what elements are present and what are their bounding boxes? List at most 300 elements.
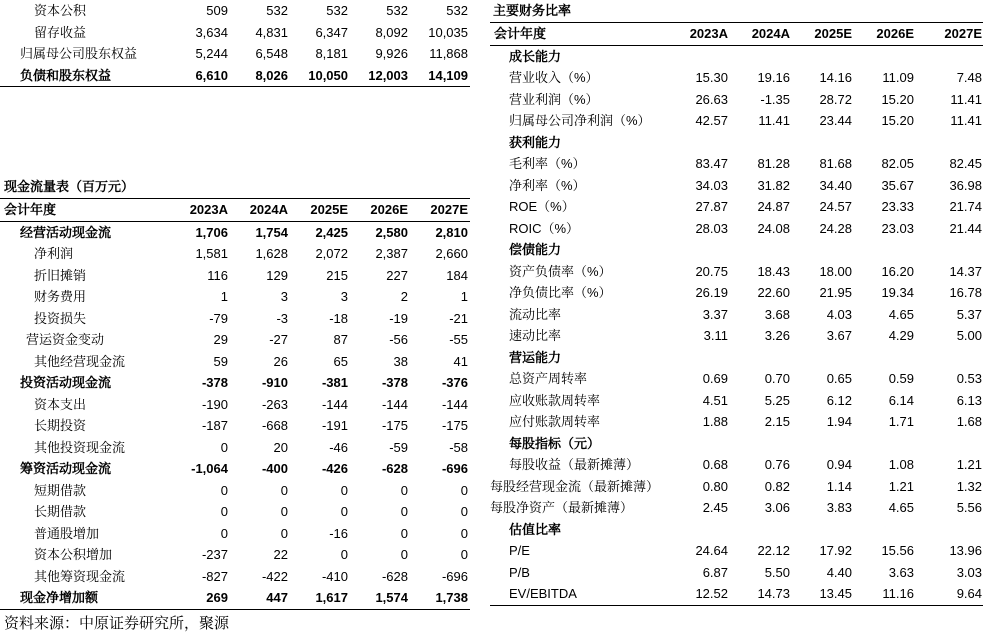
cashflow-row-label: 其他筹资现金流 (34, 568, 126, 584)
cashflow-header-year: 2027E (430, 202, 468, 217)
ratios-row-label: 每股指标（元） (509, 435, 601, 451)
ratios-row-value: 1.21 (888, 478, 914, 494)
cashflow-row-value: 0 (400, 525, 408, 541)
ratios-row-value: 5.25 (764, 392, 790, 408)
balance-row-value: 3,634 (195, 24, 228, 40)
cashflow-row-label: 短期借款 (34, 482, 87, 498)
ratios-row-value: 11.16 (882, 586, 914, 601)
cashflow-row-label: 其他经营现金流 (34, 353, 126, 369)
ratios-row-value: 3.11 (703, 328, 728, 343)
cashflow-row-value: 2 (400, 289, 408, 304)
cashflow-row-value: 0 (220, 525, 228, 541)
balance-sheet-tail (0, 0, 470, 87)
cashflow-header-year: 2023A (189, 202, 228, 217)
cashflow-row-value: 0 (460, 504, 468, 519)
cashflow-row-value: -696 (441, 461, 468, 476)
ratios-row-value: 1.21 (956, 457, 982, 472)
cashflow-row-value: 2,580 (375, 224, 408, 240)
cashflow-row-value: 0 (400, 482, 408, 498)
ratios-row-value: 21.44 (949, 220, 982, 236)
cashflow-row-value: -3 (276, 310, 288, 326)
cashflow-row-value: 0 (400, 504, 408, 519)
cashflow-row-value: 3 (340, 289, 348, 304)
ratios-row-value: 28.03 (695, 220, 728, 236)
ratios-row-value: 5.00 (956, 328, 982, 343)
ratios-row-value: 0.82 (764, 478, 790, 494)
ratios-row-value: 24.64 (695, 543, 728, 558)
ratios-row-value: 1.14 (826, 478, 852, 494)
ratios-row-value: 28.72 (819, 91, 852, 107)
ratios-row (490, 67, 983, 89)
ratios-row-value: 23.33 (881, 199, 914, 214)
cashflow-row (0, 222, 470, 244)
cashflow-row (0, 329, 470, 351)
cashflow-row-value: -668 (261, 418, 288, 433)
balance-row-value: 6,347 (315, 24, 348, 40)
cashflow-row-value: 0 (340, 547, 348, 562)
cashflow-row (0, 308, 470, 330)
ratios-row-value: 2.15 (764, 414, 790, 429)
ratios-row-value: 0.53 (956, 371, 982, 386)
cashflow-header-year: 2026E (370, 202, 408, 217)
ratios-row-label: 速动比率 (509, 328, 562, 343)
cashflow-row-value: 29 (213, 332, 228, 347)
ratios-row (490, 110, 983, 132)
balance-row-value: 12,003 (368, 67, 408, 83)
ratios-row-value: 81.28 (757, 156, 790, 171)
ratios-row-value: 0.80 (702, 478, 728, 494)
cashflow-row-label: 筹资活动现金流 (20, 461, 112, 476)
ratios-row-value: 1.88 (702, 414, 728, 429)
ratios-row-value: 6.87 (702, 564, 728, 580)
cashflow-row-value: 41 (453, 353, 468, 369)
ratios-row (490, 325, 983, 347)
cashflow-row (0, 372, 470, 394)
ratios-row-value: 3.67 (826, 328, 852, 343)
ratios-row-value: 13.96 (949, 543, 982, 558)
cashflow-row-value: -58 (449, 439, 468, 455)
ratios-row-value: 15.20 (881, 113, 914, 128)
source-note: 资料来源：中原证券研究所，聚源 (4, 614, 230, 632)
ratios-row-label: EV/EBITDA (509, 586, 577, 601)
cashflow-row-value: -46 (329, 439, 348, 455)
ratios-row-value: 4.40 (826, 564, 852, 580)
ratios-row-value: 11.09 (882, 70, 914, 85)
ratios-row-label: 估值比率 (509, 521, 562, 537)
cashflow-row-value: -378 (201, 375, 228, 390)
balance-row-value: 6,610 (195, 67, 228, 83)
ratios-row (490, 583, 983, 606)
ratios-row-value: 4.03 (826, 306, 852, 322)
ratios-row (490, 390, 983, 412)
balance-row-label: 资本公积 (34, 3, 87, 18)
cashflow-row-value: 447 (266, 590, 288, 605)
ratios-row-value: 6.13 (956, 392, 982, 408)
cashflow-row-value: -18 (329, 310, 348, 326)
ratios-row (490, 497, 983, 519)
ratios-row-label: ROE（%） (509, 199, 575, 214)
cashflow-row-value: 22 (273, 547, 288, 562)
cashflow-row-value: 129 (266, 267, 288, 283)
cashflow-row (0, 351, 470, 373)
cashflow-row-label: 其他投资现金流 (34, 439, 126, 455)
ratios-row (490, 540, 983, 562)
cashflow-row-value: 20 (273, 439, 288, 455)
cashflow-row-value: -827 (201, 568, 228, 584)
cashflow-row-value: -16 (329, 525, 348, 541)
ratios-row-label: 每股净资产（最新摊薄） (490, 500, 634, 515)
ratios-row-value: 5.56 (956, 500, 982, 515)
ratios-row-value: 18.43 (757, 263, 790, 279)
cashflow-row-value: 0 (220, 504, 228, 519)
ratios-row-value: 4.29 (888, 328, 914, 343)
cashflow-row-value: -27 (269, 332, 288, 347)
cashflow-row-value: 0 (340, 504, 348, 519)
ratios-row (490, 175, 983, 197)
cashflow-row-value: 0 (460, 547, 468, 562)
ratios-row-value: 26.63 (695, 91, 728, 107)
cashflow-row-value: 1 (460, 289, 468, 304)
ratios-row-value: 4.51 (702, 392, 728, 408)
cashflow-row-value: 26 (273, 353, 288, 369)
cashflow-row-value: -1,064 (191, 461, 228, 476)
balance-row-value: 532 (266, 3, 288, 18)
ratios-row-value: 4.65 (888, 306, 914, 322)
ratios-row-value: 6.14 (888, 392, 914, 408)
cashflow-row-value: 215 (326, 267, 348, 283)
cashflow-row-value: 0 (340, 482, 348, 498)
ratios-row-value: 0.65 (826, 371, 852, 386)
cashflow-row (0, 286, 470, 308)
cashflow-row (0, 544, 470, 566)
cashflow-row-value: -628 (381, 568, 408, 584)
ratios-row-value: 24.08 (757, 220, 790, 236)
ratios-row-value: 27.87 (695, 199, 728, 214)
balance-row-value: 11,868 (429, 46, 468, 61)
cashflow-row-value: 2,072 (315, 246, 348, 261)
ratios-row-value: 36.98 (949, 177, 982, 193)
cashflow-row-value: 116 (207, 267, 228, 283)
ratios-row-value: 42.57 (695, 113, 728, 128)
cashflow-row-label: 普通股增加 (34, 525, 100, 541)
cashflow-row-value: 0 (400, 547, 408, 562)
ratios-row (490, 347, 983, 369)
cashflow-row-value: -263 (261, 396, 288, 412)
balance-row (0, 65, 470, 88)
cashflow-title-text: 现金流量表（百万元） (4, 179, 135, 194)
ratios-row (490, 562, 983, 584)
ratios-row-value: 20.75 (695, 263, 728, 279)
ratios-row-value: 11.41 (950, 91, 982, 107)
cashflow-row-value: -187 (201, 418, 228, 433)
balance-row-label: 归属母公司股东权益 (20, 46, 138, 61)
ratios-header-year: 2027E (944, 26, 982, 41)
ratios-row-label: 应收账款周转率 (509, 392, 601, 408)
cashflow-row-label: 现金净增加额 (20, 590, 99, 605)
balance-row-value: 8,092 (375, 24, 408, 40)
cashflow-row-value: 2,660 (435, 246, 468, 261)
ratios-row-label: 成长能力 (509, 48, 562, 64)
ratios-row-value: 14.37 (949, 263, 982, 279)
ratios-row-label: 流动比率 (509, 306, 562, 322)
cashflow-header-label: 会计年度 (4, 202, 57, 217)
cashflow-row-value: -378 (381, 375, 408, 390)
cashflow-row (0, 523, 470, 545)
cashflow-row-label: 投资活动现金流 (20, 375, 112, 390)
balance-row (0, 0, 470, 22)
ratios-row-value: 21.74 (949, 199, 982, 214)
balance-row-value: 10,050 (308, 67, 348, 83)
ratios-row (490, 239, 983, 261)
ratios-row (490, 218, 983, 240)
cashflow-row-value: 1,754 (255, 224, 288, 240)
cashflow-row-label: 折旧摊销 (34, 267, 87, 283)
cashflow-row-value: -426 (321, 461, 348, 476)
ratios-row-value: 34.03 (695, 177, 728, 193)
ratios-row-label: 每股收益（最新摊薄） (509, 457, 640, 472)
ratios-row-value: 26.19 (695, 285, 728, 300)
ratios-row-value: 24.57 (819, 199, 852, 214)
ratios-header-label: 会计年度 (494, 26, 547, 41)
ratios-row-value: 5.37 (956, 306, 982, 322)
cashflow-title (4, 176, 304, 198)
cashflow-row-value: 2,425 (315, 224, 348, 240)
cashflow-row-value: -381 (321, 375, 348, 390)
balance-row-value: 532 (446, 3, 468, 18)
cashflow-row-value: -410 (321, 568, 348, 584)
cashflow-row-value: -55 (449, 332, 468, 347)
ratios-row-value: 81.68 (819, 156, 852, 171)
ratios-row (490, 433, 983, 455)
cashflow-row (0, 566, 470, 588)
ratios-row-value: 3.03 (956, 564, 982, 580)
ratios-row-value: 0.70 (764, 371, 790, 386)
ratios-row (490, 454, 983, 476)
ratios-row-value: 9.64 (956, 586, 982, 601)
ratios-row (490, 261, 983, 283)
cashflow-row-value: 0 (280, 525, 288, 541)
ratios-row-value: 17.92 (819, 543, 852, 558)
ratios-row-label: 营运能力 (509, 349, 562, 365)
ratios-row (490, 476, 983, 498)
balance-row-value: 6,548 (255, 46, 288, 61)
ratios-row-value: 83.47 (695, 156, 728, 171)
balance-row-value: 5,244 (195, 46, 228, 61)
ratios-row-value: 18.00 (819, 263, 852, 279)
cashflow-row-value: 269 (206, 590, 228, 605)
cashflow-row-value: -19 (389, 310, 408, 326)
cashflow-row-value: 59 (213, 353, 228, 369)
cashflow-row-value: -696 (441, 568, 468, 584)
ratios-row-value: 0.59 (888, 371, 914, 386)
cashflow-header-year: 2024A (249, 202, 288, 217)
ratios-row-label: 净利率（%） (509, 177, 586, 193)
cashflow-row (0, 415, 470, 437)
cashflow-row-value: -376 (441, 375, 468, 390)
cashflow-row-value: -79 (209, 310, 228, 326)
ratios-row-value: 19.34 (881, 285, 914, 300)
ratios-row-value: 0.69 (702, 371, 728, 386)
ratios-row-value: 12.52 (695, 586, 728, 601)
cashflow-header-year: 2025E (310, 202, 348, 217)
ratios-row (490, 282, 983, 304)
balance-row-value: 532 (386, 3, 408, 18)
ratios-row-label: 归属母公司净利润（%） (509, 113, 651, 128)
ratios-row-value: 3.83 (826, 500, 852, 515)
ratios-row-label: 总资产周转率 (509, 371, 588, 386)
ratios-row (490, 196, 983, 218)
cashflow-row-value: 1 (220, 289, 228, 304)
ratios-row-value: 82.05 (881, 156, 914, 171)
cashflow-row-label: 投资损失 (34, 310, 87, 326)
ratios-row-value: 3.68 (764, 306, 790, 322)
ratios-row-value: 0.76 (764, 457, 790, 472)
cashflow-row-value: -628 (381, 461, 408, 476)
cashflow-row-value: -59 (389, 439, 408, 455)
cashflow-row-value: 2,810 (435, 224, 468, 240)
ratios-row (490, 89, 983, 111)
ratios-row-value: 23.03 (881, 220, 914, 236)
cashflow-row-label: 资本公积增加 (34, 547, 113, 562)
cashflow-row-value: -175 (441, 418, 468, 433)
ratios-row (490, 153, 983, 175)
cashflow-row-value: -175 (381, 418, 408, 433)
ratios-row-label: 营业收入（%） (509, 70, 599, 85)
ratios-row-value: 31.82 (757, 177, 790, 193)
cashflow-row-value: 0 (220, 439, 228, 455)
cashflow-row-value: 184 (446, 267, 468, 283)
ratios-row-value: 0.94 (826, 457, 852, 472)
cashflow-row-value: -56 (389, 332, 408, 347)
cashflow-row-value: -422 (261, 568, 288, 584)
cashflow-row-value: 1,617 (315, 590, 348, 605)
ratios-row-value: 22.12 (757, 543, 790, 558)
ratios-row-value: 3.26 (764, 328, 790, 343)
ratios-row-label: 毛利率（%） (509, 156, 586, 171)
cashflow-row (0, 458, 470, 480)
ratios-row-value: 1.32 (956, 478, 982, 494)
ratios-row-value: 1.94 (826, 414, 852, 429)
ratios-row-label: P/B (509, 564, 530, 580)
cashflow-row-value: 0 (220, 482, 228, 498)
cashflow-row (0, 587, 470, 610)
cashflow-row-value: -237 (201, 547, 228, 562)
cashflow-row (0, 265, 470, 287)
cashflow-row-value: 0 (280, 482, 288, 498)
cashflow-row-value: 3 (280, 289, 288, 304)
ratios-header-year: 2025E (814, 26, 852, 41)
balance-row-label: 负债和股东权益 (20, 67, 112, 83)
cashflow-row-label: 长期借款 (34, 504, 87, 519)
cashflow-row-value: -21 (449, 310, 468, 326)
ratios-row-label: 营业利润（%） (509, 91, 599, 107)
cashflow-row-label: 资本支出 (34, 396, 87, 412)
ratios-row-label: P/E (509, 543, 530, 558)
ratios-row (490, 368, 983, 390)
cashflow-row-value: 38 (393, 353, 408, 369)
cashflow-row-label: 长期投资 (34, 418, 87, 433)
cashflow-row-value: -910 (261, 375, 288, 390)
ratios-row-value: 35.67 (881, 177, 914, 193)
balance-row-value: 10,035 (428, 24, 468, 40)
ratios-row (490, 304, 983, 326)
cashflow-row-value: 0 (460, 525, 468, 541)
ratios-header-year: 2023A (689, 26, 728, 41)
cashflow-row-value: -190 (201, 396, 228, 412)
ratios-row-label: 获利能力 (509, 134, 562, 150)
ratios-row-label: 应付账款周转率 (509, 414, 601, 429)
cashflow-row-value: 227 (386, 267, 408, 283)
ratios-table (490, 22, 983, 606)
balance-row-value: 532 (326, 3, 348, 18)
cashflow-row-label: 营运资金变动 (26, 332, 105, 347)
ratios-row-value: 5.50 (764, 564, 790, 580)
cashflow-row-value: 0 (460, 482, 468, 498)
ratios-row-value: 3.06 (764, 500, 790, 515)
cashflow-row-value: -191 (321, 418, 348, 433)
ratios-row-value: 4.65 (888, 500, 914, 515)
cashflow-row (0, 501, 470, 523)
ratios-row-value: 3.63 (888, 564, 914, 580)
balance-row-value: 4,831 (255, 24, 288, 40)
cashflow-row-value: 1,581 (195, 246, 228, 261)
balance-row-value: 8,181 (315, 46, 348, 61)
cashflow-row-value: -400 (261, 461, 288, 476)
ratios-row-value: -1.35 (760, 91, 790, 107)
ratios-row-value: 15.20 (881, 91, 914, 107)
ratios-row-value: 0.68 (702, 457, 728, 472)
ratios-row-label: 资产负债率（%） (509, 263, 612, 279)
cashflow-row (0, 243, 470, 265)
cashflow-row-value: 1,738 (435, 590, 468, 605)
cashflow-row-label: 净利润 (34, 246, 74, 261)
cashflow-header (0, 198, 470, 222)
ratios-header-year: 2024A (751, 26, 790, 41)
ratios-row-value: 11.41 (950, 113, 982, 128)
ratios-row-value: 1.08 (888, 457, 914, 472)
cashflow-row-label: 经营活动现金流 (20, 224, 112, 240)
ratios-row-value: 15.56 (881, 543, 914, 558)
ratios-row-value: 22.60 (757, 285, 790, 300)
ratios-row (490, 519, 983, 541)
ratios-row-value: 2.45 (702, 500, 728, 515)
balance-row-value: 9,926 (375, 46, 408, 61)
cashflow-row (0, 480, 470, 502)
ratios-header (490, 22, 983, 46)
ratios-row-value: 14.16 (819, 70, 852, 85)
balance-row-value: 509 (206, 3, 228, 18)
ratios-row-value: 1.68 (956, 414, 982, 429)
ratios-row (490, 46, 983, 68)
ratios-row-value: 13.45 (819, 586, 852, 601)
ratios-row-value: 15.30 (695, 70, 728, 85)
ratios-row-value: 82.45 (949, 156, 982, 171)
balance-row (0, 43, 470, 65)
ratios-row-value: 6.12 (826, 392, 852, 408)
ratios-row-value: 16.78 (949, 285, 982, 300)
ratios-row-value: 23.44 (819, 113, 852, 128)
cashflow-row-value: -144 (321, 396, 348, 412)
ratios-row-value: 19.16 (757, 70, 790, 85)
ratios-row-label: ROIC（%） (509, 220, 580, 236)
cashflow-row-label: 财务费用 (34, 289, 87, 304)
cashflow-row-value: 1,706 (195, 224, 228, 240)
cashflow-row-value: -144 (381, 396, 408, 412)
ratios-row-value: 16.20 (881, 263, 914, 279)
ratios-title-text: 主要财务比率 (493, 3, 572, 18)
ratios-row (490, 411, 983, 433)
ratios-row-value: 21.95 (819, 285, 852, 300)
